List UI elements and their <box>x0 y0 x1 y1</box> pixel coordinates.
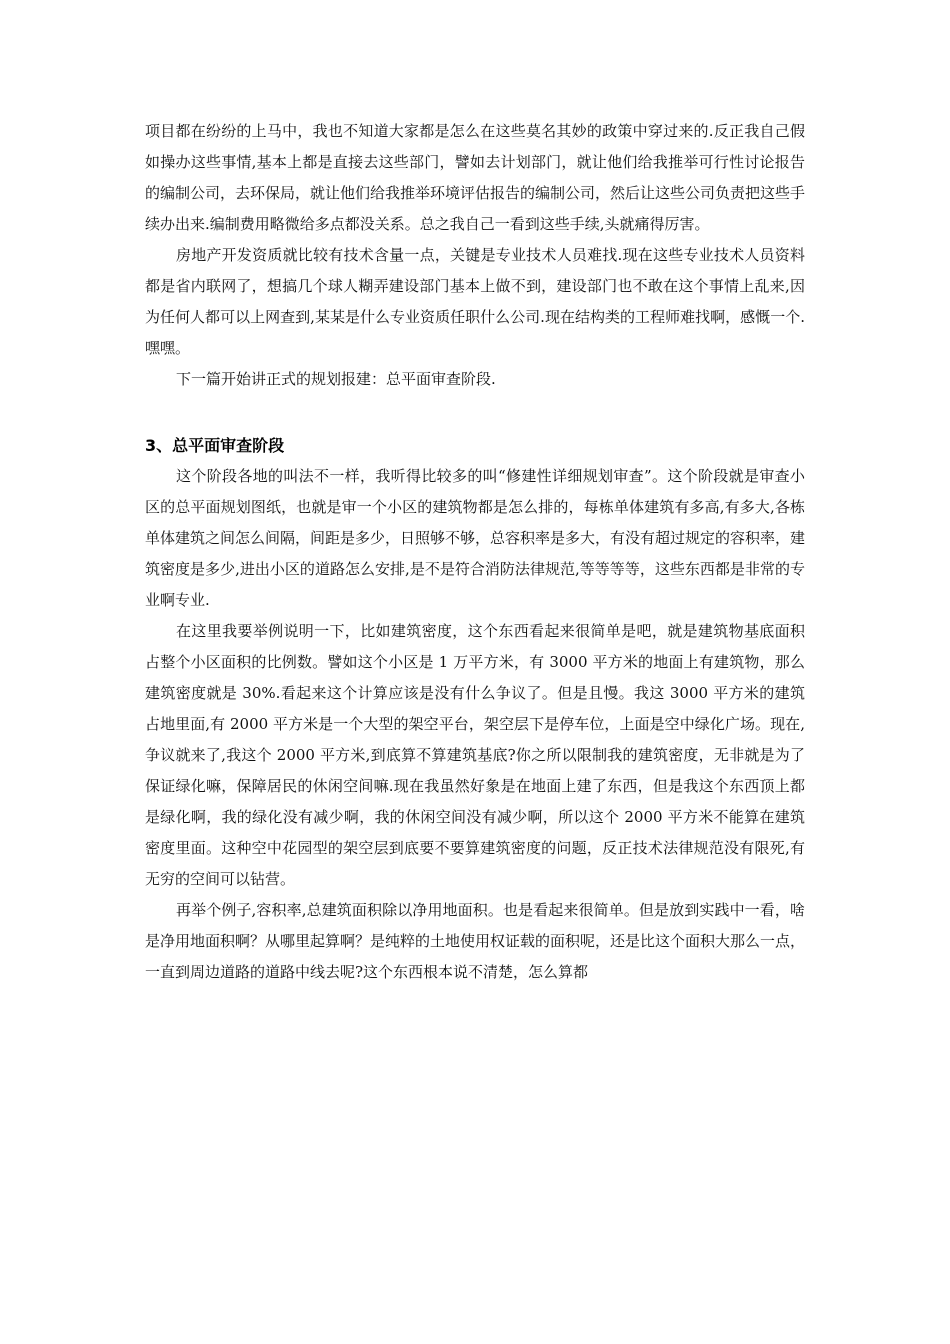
paragraph-building-density-example: 在这里我要举例说明一下，比如建筑密度，这个东西看起来很简单是吧，就是建筑物基底面积占整个小区面积的比例数。譬如这个小区是 1 万平方米，有 3000 平方米的地面上有建筑物，那么建筑密度就是 30%.看起来这个计算应该是没有什么争议了。但是且慢。我这 3000 平方米的建筑占地里面,有 2000 平方米是一个大型的架空平台，架空层下是停车位，上面是空中绿化广场。现在,争议就来了,我这个 2000 平方米,到底算不算建筑基底?你之所以限制我的建筑密度，无非就是为了保证绿化嘛，保障居民的休闲空间嘛.现在我虽然好象是在地面上建了东西，但是我这个东西顶上都是绿化啊，我的绿化没有减少啊，我的休闲空间没有减少啊，所以这个 2000 平方米不能算在建筑密度里面。这种空中花园型的架空层到底要不要算建筑密度的问题，反正技术法律规范没有限死,有无穷的空间可以钻营。 <box>145 622 805 888</box>
paragraph-developer-qualification: 房地产开发资质就比较有技术含量一点，关键是专业技术人员难找.现在这些专业技术人员资料都是省内联网了，想搞几个球人糊弄建设部门基本上做不到，建设部门也不敢在这个事情上乱来,因为任何人都可以上网查到,某某是什么专业资质任职什么公司.现在结构类的工程师难找啊，感慨一个.嘿嘿。 <box>145 246 805 357</box>
document-page <box>145 116 805 988</box>
paragraph-next-article-preview: 下一篇开始讲正式的规划报建：总平面审查阶段. <box>176 370 496 388</box>
section-spacer <box>145 395 805 430</box>
paragraph-site-plan-review: 这个阶段各地的叫法不一样，我听得比较多的叫“修建性详细规划审查”。这个阶段就是审查小区的总平面规划图纸，也就是审一个小区的建筑物都是怎么排的，每栋单体建筑有多高,有多大,各栋单体建筑之间怎么间隔，间距是多少，日照够不够，总容积率是多大，有没有超过规定的容积率，建筑密度是多少,进出小区的道路怎么安排,是不是符合消防法律规范,等等等等，这些东西都是非常的专业啊专业. <box>145 467 806 609</box>
section-heading: 3、总平面审查阶段 <box>145 436 285 455</box>
paragraph-approval-procedures: 项目都在纷纷的上马中，我也不知道大家都是怎么在这些莫名其妙的政策中穿过来的.反正我自己假如操办这些事情,基本上都是直接去这些部门，譬如去计划部门，就让他们给我推举可行性讨论报告的编制公司，去环保局，就让他们给我推举环境评估报告的编制公司，然后让这些公司负责把这些手续办出来.编制费用略微给多点都没关系。总之我自己一看到这些手续,头就痛得厉害。 <box>145 122 806 233</box>
paragraph-floor-area-ratio-example: 再举个例子,容积率,总建筑面积除以净用地面积。也是看起来很简单。但是放到实践中一看，啥是净用地面积啊？从哪里起算啊？是纯粹的土地使用权证载的面积呢，还是比这个面积大那么一点，一直到周边道路的道路中线去呢?这个东西根本说不清楚，怎么算都 <box>145 901 806 981</box>
